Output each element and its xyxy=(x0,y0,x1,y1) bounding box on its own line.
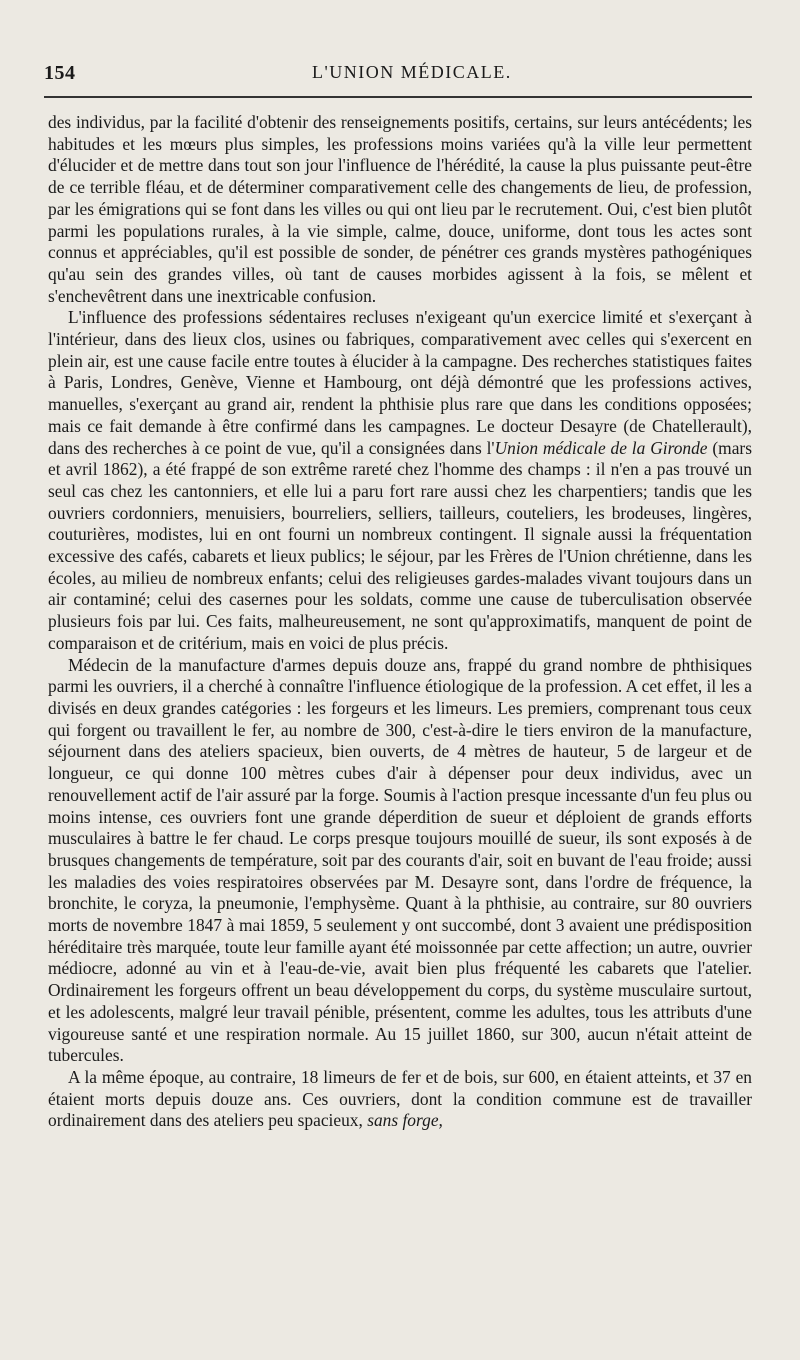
paragraph xyxy=(48,307,752,654)
paragraph xyxy=(48,112,752,307)
text-segment: des individus, par la facilité d'obtenir des renseignements positifs, certains, sur leurs antécédents; les habitudes et les mœurs plus simples, les professions moins variées qu'à la ville leur permettent d'élucider et de mettre dans tout son jour l'influence de l'hérédité, la cause la plus puissante peut-être de ce terrible fléau, et de déterminer comparativement celle des changements de lieu, de profession, par les émigrations qui se font dans les villes ou qui ont lieu par le recrutement. Oui, c'est bien plutôt parmi les populations rurales, à la vie simple, calme, douce, uniforme, dont tous les actes sont connus et appréciables, qu'il est possible de sonder, de pénétrer ces grands mystères pathogéniques qu'au sein des grandes villes, où tant de causes morbides agissent à la fois, se mêlent et s'enchevêtrent dans une inextricable confusion. xyxy=(48,112,752,306)
body-text xyxy=(48,112,752,1132)
journal-title: Union médicale de la Gironde xyxy=(494,437,708,458)
header-rule xyxy=(44,96,752,98)
text-segment: Médecin de la manufacture d'armes depuis douze ans, frappé du grand nombre de phthisiques parmi les ouvriers, il a cherché à connaître l'influence étiologique de la profession. A cet effet, il les a divisés en deux grandes catégories : les forgeurs et les limeurs. Les premiers, comprenant tous ceux qui forgent ou travaillent le fer, au nombre de 300, c'est-à-dire le tiers environ de la manufacture, séjournent dans des ateliers spacieux, bien ouverts, de 4 mètres de hauteur, 5 de largeur et de longueur, ce qui donne 100 mètres cubes d'air à dépenser pour deux individus, avec un renouvellement actif de l'air assuré par la forge. Soumis à l'action presque incessante d'un feu plus ou moins intense, ces ouvriers font une grande déperdition de sueur et déploient de grands efforts musculaires à battre le fer chaud. Le corps presque toujours mouillé de sueur, ils sont exposés à de brusques changements de température, soit par des courants d'air, soit en buvant de l'eau froide; aussi les maladies des voies respiratoires observées par M. Desayre sont, dans l'ordre de fréquence, la bronchite, le coryza, la pneumonie, l'emphysème. Quant à la phthisie, au contraire, sur 80 ouvriers morts de novembre 1847 à mai 1859, 5 seulement y ont succombé, dont 3 avaient une prédisposition héréditaire très marquée, toute leur famille ayant été moissonnée par cette affection; un autre, ouvrier médiocre, adonné au vin et à l'eau-de-vie, avait bien plus fréquenté les cabarets que l'atelier. Ordinairement les forgeurs offrent un beau développement du corps, du système musculaire surtout, et les adolescents, malgré leur travail pénible, présentent, comme les adultes, tous les attributs d'une vigoureuse santé et une respiration normale. Au 15 juillet 1860, sur 300, aucun n'était atteint de tubercules. xyxy=(48,654,752,1066)
page-number: 154 xyxy=(44,62,76,84)
page-header xyxy=(44,58,752,88)
running-title: L'UNION MÉDICALE. xyxy=(312,62,512,82)
text-segment: L'influence des professions sédentaires recluses n'exigeant qu'un exercice limité et s'exerçant à l'intérieur, dans des lieux clos, usines ou fabriques, comparativement avec celles qui s'exercent en plein air, est une cause facile entre toutes à élucider à la campagne. Des recherches statistiques faites à Paris, Londres, Genève, Vienne et Hambourg, ont déjà démontré que les professions actives, manuelles, s'exerçant au grand air, rendent la phthisie plus rare que dans les conditions opposées; mais ce fait demande à être confirmé dans les campagnes. Le docteur Desayre (de Chatellerault), dans des recherches à ce point de vue, qu'il a consignées dans l' xyxy=(48,307,752,458)
paragraph xyxy=(48,1067,752,1132)
italic-phrase: sans forge, xyxy=(367,1110,443,1131)
paragraph xyxy=(48,655,752,1067)
text-segment: A la même époque, au contraire, 18 limeurs de fer et de bois, sur 600, en étaient atteints, et 37 en étaient morts depuis douze ans. Ces ouvriers, dont la condition commune est de travailler ordinairement dans des ateliers peu spacieux, xyxy=(48,1066,752,1131)
text-segment: (mars et avril 1862), a été frappé de son extrême rareté chez l'homme des champs : il n'en a pas trouvé un seul cas chez les cantonniers, et elle lui a paru fort rare aussi chez les charpentiers; tandis que les ouvriers cordonniers, menuisiers, bourreliers, selliers, tailleurs, couteliers, les brodeuses, lingères, couturières, modistes, lui en ont fourni un nombreux contingent. Il signale aussi la fréquentation excessive des cafés, cabarets et lieux publics; le séjour, par les Frères de l'Union chrétienne, dans les écoles, au milieu de nombreux enfants; celui des religieuses gardes-malades vivant toujours dans un air contaminé; celui des casernes pour les soldats, comme une cause de tuberculisation observée plusieurs fois par lui. Ces faits, malheureusement, ne sont qu'approximatifs, manquent de point de comparaison et de critérium, mais en voici de plus précis. xyxy=(48,437,752,653)
